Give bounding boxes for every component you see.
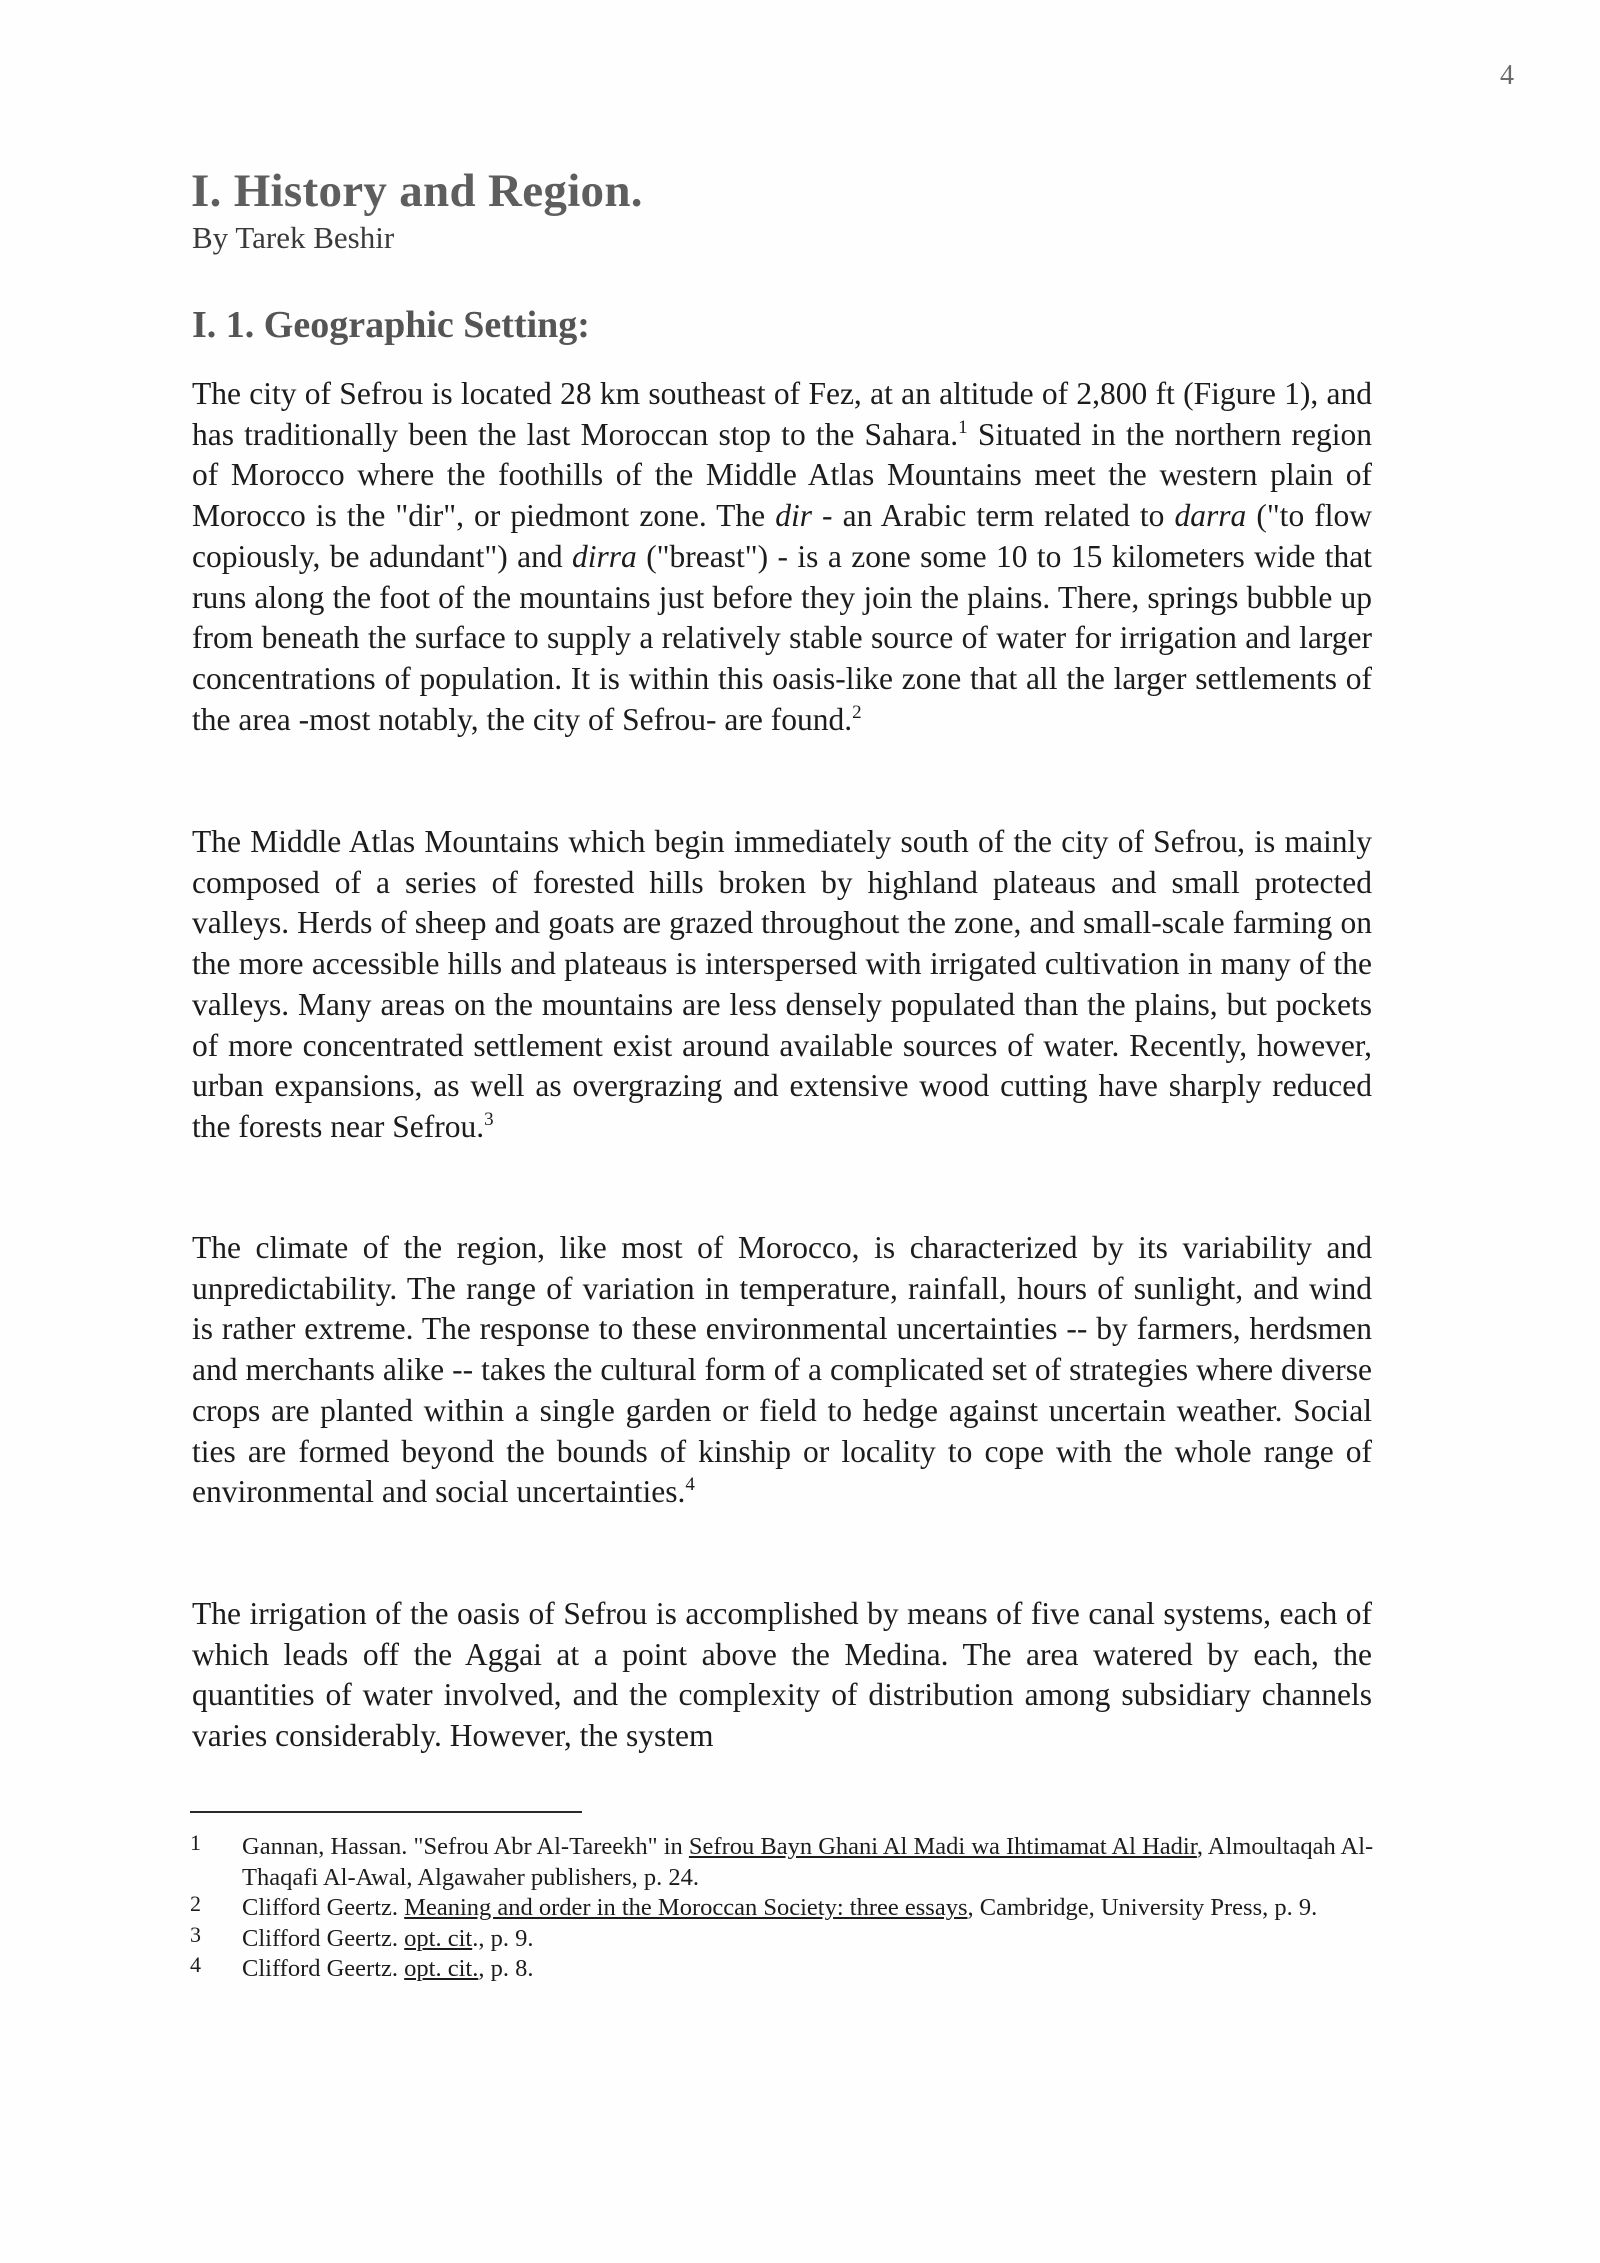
footnote-number: 2 — [190, 1891, 201, 1916]
footnote-number: 4 — [190, 1952, 201, 1977]
footnote-reference: 1 — [958, 416, 968, 438]
footnote-divider — [190, 1811, 582, 1813]
text-run: ., p. 9. — [472, 1924, 534, 1952]
footnote-text — [242, 1832, 1390, 1893]
footnote-text — [242, 1954, 1390, 1985]
text-run: , Cambridge, University Press, p. 9. — [967, 1894, 1318, 1921]
text-run: ("breast") - is a zone some 10 to 15 kilometers wide that runs along the foot of the mountains just before they join the plains. There, springs bubble up from beneath the surface to supply a relatively stable source of water for irrigation and larger concentrations of population. It is within this oasis-like zone that all the larger settlements of the area -most notably, the city of Sefrou- are found. — [192, 538, 1372, 737]
footnote-reference: 4 — [685, 1474, 695, 1496]
text-run: The Middle Atlas Mountains which begin immediately south of the city of Sefrou, is mainly composed of a series of forested hills broken by highland plateaus and small protected valleys. Herds of sheep and goats are grazed throughout the zone, and small-scale farming on the more accessible hills and plateaus is interspersed with irrigated cultivation in many of the valleys. Many areas on the mountains are less densely populated than the plains, but pockets of more concentrated settlement exist around available sources of water. Recently, however, urban expansions, as well as overgrazing and extensive wood cutting have sharply reduced the forests near Sefrou. — [192, 824, 1372, 1144]
footnote-number: 1 — [190, 1830, 201, 1855]
italic-term: darra — [1174, 498, 1247, 534]
author-byline: By Tarek Beshir — [192, 220, 395, 255]
footnote-item — [190, 1832, 1390, 1893]
footnote-reference: 2 — [852, 701, 862, 723]
text-run: ("to flow copiously, be adundant") and — [192, 498, 1372, 574]
text-run: Clifford Geertz. — [242, 1894, 405, 1921]
text-run: The city of Sefrou is located 28 km southeast of Fez, at an altitude of 2,800 ft (Figure 1), and has traditionally been the last Moroccan stop to the Sahara. — [192, 376, 1372, 452]
cited-title: Sefrou Bayn Ghani Al Madi wa Ihtimamat Al Hadir — [688, 1833, 1197, 1860]
footnote-item — [190, 1893, 1390, 1924]
chapter-title: I. History and Region. — [191, 165, 643, 217]
cited-title: opt. cit. — [404, 1955, 479, 1982]
paragraph-geographic-setting — [192, 374, 1372, 740]
paragraph-irrigation — [192, 1594, 1372, 1757]
text-run: Situated in the northern region of Morocco where the foothills of the Middle Atlas Mountains meet the western plain of Morocco is the "dir", or piedmont zone. The — [192, 416, 1373, 534]
footnotes-list — [190, 1832, 1390, 1985]
text-run: , p. 8. — [478, 1955, 534, 1982]
italic-term: dirra — [572, 538, 637, 574]
text-run: Gannan, Hassan. "Sefrou Abr Al-Tareekh" in — [242, 1833, 689, 1860]
footnote-text — [242, 1924, 1390, 1955]
paragraph-climate — [192, 1228, 1372, 1513]
cited-title: opt. cit — [404, 1924, 473, 1952]
text-run: Clifford Geertz. — [242, 1955, 405, 1982]
text-run: , Almoultaqah Al-Thaqafi Al-Awal, Algawaher publishers, p. 24. — [242, 1833, 1374, 1891]
footnote-number: 3 — [190, 1921, 201, 1947]
cited-title: Meaning and order in the Moroccan Society: three essays — [404, 1894, 968, 1921]
footnote-item — [190, 1954, 1390, 1985]
paragraph-middle-atlas — [192, 822, 1372, 1148]
text-run: - an Arabic term related to — [811, 498, 1175, 534]
footnote-reference: 3 — [484, 1108, 494, 1130]
footnote-text — [242, 1893, 1390, 1924]
text-run: The irrigation of the oasis of Sefrou is accomplished by means of five canal systems, each of which leads off the Aggai at a point above the Medina. The area watered by each, the quantities of water involved, and the complexity of distribution among subsidiary channels varies considerably. However, the system — [192, 1596, 1372, 1754]
section-heading: I. 1. Geographic Setting: — [192, 304, 590, 346]
page-number: 4 — [1500, 60, 1514, 91]
text-run: The climate of the region, like most of Morocco, is characterized by its variability and unpredictability. The range of variation in temperature, rainfall, hours of sunlight, and wind is rather extreme. The response to these environmental uncertainties -- by farmers, herdsmen and merchants alike -- takes the cultural form of a complicated set of strategies where diverse crops are planted within a single garden or field to hedge against uncertain weather. Social ties are formed beyond the bounds of kinship or locality to cope with the whole range of environmental and social uncertainties. — [192, 1230, 1372, 1510]
italic-term: dir — [775, 498, 812, 534]
footnote-item — [190, 1921, 1390, 1955]
text-run: Clifford Geertz. — [242, 1924, 405, 1952]
